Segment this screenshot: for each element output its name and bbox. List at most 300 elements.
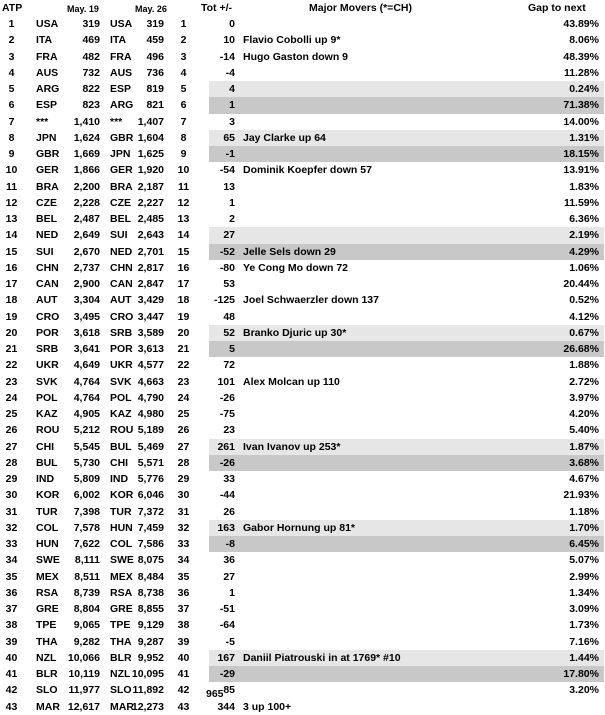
cell-r2: 2 — [180, 34, 187, 47]
cell-rank: 43 — [5, 700, 18, 713]
cell-v2: 319 — [146, 18, 164, 30]
cell-c1: ESP — [36, 99, 58, 112]
cell-rank: 9 — [8, 148, 15, 160]
cell-gap: 5.07% — [569, 554, 599, 567]
cell-v2: 5,189 — [137, 424, 164, 437]
cell-v1: 8,804 — [73, 603, 100, 615]
cell-gap: 5.40% — [569, 424, 599, 437]
cell-r2: 28 — [177, 456, 190, 469]
cell-v2: 821 — [146, 99, 164, 112]
cell-mov: Jelle Sels down 29 — [243, 245, 336, 258]
table-row — [0, 97, 605, 113]
cell-gap: 13.91% — [563, 164, 599, 177]
cell-c2: GBR — [110, 131, 134, 144]
cell-v1: 1,866 — [73, 164, 100, 177]
total-value: 965 — [206, 688, 224, 700]
cell-rank: 4 — [8, 66, 15, 79]
cell-v1: 3,641 — [73, 343, 100, 355]
cell-r2: 10 — [177, 164, 190, 177]
cell-tot: 0 — [229, 18, 235, 30]
cell-c1: NED — [36, 229, 59, 242]
cell-rank: 18 — [5, 294, 18, 307]
cell-v1: 2,900 — [73, 278, 100, 290]
cell-tot: 1 — [229, 99, 235, 112]
cell-v2: 2,847 — [137, 278, 164, 290]
table-row — [0, 617, 605, 633]
cell-v1: 5,212 — [73, 424, 100, 437]
cell-v1: 1,410 — [73, 115, 100, 128]
cell-rank: 26 — [5, 424, 18, 437]
cell-v1: 5,545 — [73, 440, 100, 453]
cell-c1: JPN — [36, 131, 57, 144]
cell-v1: 5,809 — [73, 473, 100, 485]
table-row — [0, 552, 605, 568]
cell-tot: -14 — [219, 50, 235, 63]
cell-r2: 11 — [177, 180, 190, 193]
cell-v1: 10,066 — [67, 651, 100, 664]
cell-v2: 12,273 — [131, 700, 164, 713]
cell-gap: 1.88% — [569, 359, 599, 372]
cell-r2: 39 — [177, 635, 190, 648]
table-row — [0, 244, 605, 260]
cell-gap: 4.20% — [569, 408, 599, 420]
cell-mov: Flavio Cobolli up 9* — [243, 34, 341, 47]
table-row — [0, 162, 605, 178]
cell-v2: 2,485 — [137, 213, 164, 225]
table-row — [0, 357, 605, 373]
cell-tot: 33 — [223, 473, 235, 485]
cell-c1: SLO — [36, 684, 58, 697]
cell-tot: 167 — [217, 651, 235, 664]
cell-v2: 819 — [146, 83, 164, 95]
cell-c2: GER — [110, 164, 133, 177]
table-row — [0, 81, 605, 97]
cell-c1: COL — [36, 521, 59, 534]
cell-v1: 482 — [82, 50, 100, 63]
cell-gap: 11.28% — [563, 66, 599, 79]
cell-v2: 736 — [146, 66, 164, 79]
cell-rank: 17 — [5, 278, 18, 290]
cell-tot: 5 — [229, 343, 235, 355]
cell-rank: 39 — [5, 635, 18, 648]
cell-r2: 18 — [177, 294, 190, 307]
cell-tot: -54 — [219, 164, 235, 177]
cell-r2: 3 — [180, 50, 187, 63]
cell-v2: 4,790 — [137, 391, 164, 404]
cell-v1: 10,119 — [68, 668, 100, 680]
cell-gap: 3.97% — [569, 391, 599, 404]
cell-v2: 5,469 — [137, 440, 164, 453]
cell-gap: 2.72% — [569, 375, 599, 388]
cell-rank: 21 — [5, 343, 18, 355]
cell-v1: 2,737 — [73, 261, 100, 274]
cell-c2: CHI — [110, 456, 129, 469]
cell-v2: 9,952 — [137, 651, 164, 664]
cell-c2: SRB — [110, 326, 133, 339]
cell-tot: -26 — [219, 456, 235, 469]
table-row — [0, 309, 605, 325]
cell-c1: IND — [36, 473, 55, 485]
cell-r2: 16 — [177, 261, 190, 274]
cell-r2: 43 — [177, 700, 190, 713]
cell-c2: AUS — [110, 66, 133, 79]
cell-v1: 822 — [82, 83, 100, 95]
cell-v2: 1,920 — [137, 164, 164, 177]
cell-tot: 85 — [223, 684, 235, 697]
cell-c1: TUR — [36, 505, 58, 518]
cell-c1: TPE — [36, 619, 57, 632]
cell-tot: 26 — [223, 505, 235, 518]
table-row — [0, 536, 605, 552]
cell-c2: MEX — [110, 570, 133, 583]
cell-c1: CHI — [36, 440, 55, 453]
cell-gap: 1.18% — [569, 505, 599, 518]
table-row — [0, 422, 605, 438]
table-row — [0, 439, 605, 455]
table-row — [0, 634, 605, 650]
cell-r2: 30 — [177, 489, 190, 502]
cell-r2: 32 — [177, 521, 190, 534]
cell-c2: CZE — [110, 196, 131, 209]
cell-tot: 48 — [223, 310, 235, 323]
cell-v1: 319 — [82, 18, 100, 30]
cell-r2: 19 — [177, 310, 190, 323]
cell-v1: 4,764 — [73, 375, 100, 388]
cell-c2: CAN — [110, 278, 133, 290]
cell-tot: -75 — [219, 408, 235, 420]
cell-v1: 9,282 — [73, 635, 100, 648]
cell-v1: 6,002 — [73, 489, 100, 502]
cell-v2: 7,459 — [137, 521, 164, 534]
cell-r2: 7 — [180, 115, 187, 128]
cell-c2: TPE — [110, 619, 131, 632]
cell-c1: THA — [36, 635, 58, 648]
cell-gap: 7.16% — [569, 635, 599, 648]
cell-tot: -52 — [219, 245, 235, 258]
cell-rank: 27 — [5, 440, 18, 453]
cell-tot: -51 — [219, 603, 235, 615]
cell-rank: 20 — [5, 326, 18, 339]
cell-rank: 34 — [5, 554, 18, 567]
cell-rank: 41 — [5, 668, 18, 680]
cell-r2: 12 — [177, 196, 190, 209]
cell-rank: 22 — [5, 359, 18, 372]
cell-c2: USA — [110, 18, 133, 30]
cell-v1: 2,670 — [73, 245, 100, 258]
cell-r2: 34 — [177, 554, 190, 567]
cell-c1: BEL — [36, 213, 57, 225]
cell-rank: 5 — [8, 83, 15, 95]
cell-r2: 15 — [177, 245, 190, 258]
cell-mov: Alex Molcan up 110 — [243, 375, 340, 388]
cell-c1: MAR — [36, 700, 60, 713]
table-row — [0, 341, 605, 357]
cell-c1: ROU — [36, 424, 60, 437]
header-gap: Gap to next — [528, 2, 586, 14]
cell-mov: Hugo Gaston down 9 — [243, 50, 348, 63]
table-row — [0, 32, 605, 48]
cell-c2: SVK — [110, 375, 132, 388]
cell-gap: 14.00% — [563, 115, 599, 128]
cell-c2: SLO — [110, 684, 132, 697]
cell-gap: 1.70% — [569, 521, 599, 534]
cell-gap: 11.59% — [563, 196, 599, 209]
cell-c1: BLR — [36, 668, 58, 680]
cell-tot: -44 — [219, 489, 235, 502]
table-row — [0, 650, 605, 666]
cell-v2: 6,046 — [137, 489, 164, 502]
cell-rank: 36 — [5, 586, 18, 599]
cell-gap: 43.89% — [563, 18, 599, 30]
table-row — [0, 292, 605, 308]
table-row — [0, 16, 605, 32]
cell-v1: 3,618 — [73, 326, 100, 339]
cell-mov: 3 up 100+ — [243, 700, 292, 713]
cell-rank: 12 — [5, 196, 18, 209]
cell-rank: 19 — [5, 310, 18, 323]
cell-v2: 1,625 — [137, 148, 164, 160]
cell-gap: 1.73% — [569, 619, 599, 632]
cell-r2: 36 — [177, 586, 190, 599]
cell-tot: -8 — [225, 538, 235, 550]
cell-gap: 17.80% — [563, 668, 599, 680]
cell-tot: 163 — [217, 521, 235, 534]
cell-rank: 28 — [5, 456, 18, 469]
cell-v1: 732 — [82, 66, 100, 79]
cell-v2: 7,586 — [137, 538, 164, 550]
cell-tot: 1 — [229, 196, 235, 209]
cell-c2: IND — [110, 473, 129, 485]
table-row — [0, 276, 605, 292]
cell-gap: 71.38% — [563, 99, 599, 112]
cell-c2: BLR — [110, 651, 132, 664]
cell-tot: -29 — [219, 668, 235, 680]
cell-c2: BRA — [110, 180, 133, 193]
table-row — [0, 195, 605, 211]
cell-rank: 2 — [8, 34, 15, 47]
cell-v2: 10,095 — [131, 668, 164, 680]
cell-tot: 65 — [223, 131, 235, 144]
cell-rank: 15 — [5, 245, 18, 258]
table-row — [0, 325, 605, 341]
cell-v2: 2,817 — [137, 261, 164, 274]
cell-gap: 6.45% — [569, 538, 599, 550]
cell-v1: 8,739 — [73, 586, 100, 599]
cell-c2: ESP — [110, 83, 132, 95]
cell-v2: 4,980 — [137, 408, 164, 420]
cell-tot: 52 — [223, 326, 235, 339]
cell-v1: 3,495 — [73, 310, 100, 323]
cell-tot: 23 — [223, 424, 235, 437]
cell-c2: FRA — [110, 50, 132, 63]
cell-v2: 5,776 — [137, 473, 164, 485]
cell-tot: 53 — [223, 278, 235, 290]
table-row — [0, 49, 605, 65]
cell-c1: MEX — [36, 570, 59, 583]
cell-c2: CRO — [110, 310, 134, 323]
cell-tot: 4 — [229, 83, 235, 95]
cell-c2: KAZ — [110, 408, 132, 420]
cell-rank: 23 — [5, 375, 18, 388]
cell-v2: 11,892 — [132, 684, 164, 697]
cell-c1: ITA — [36, 34, 53, 47]
cell-v1: 4,649 — [73, 359, 100, 372]
cell-rank: 10 — [5, 164, 18, 177]
table-row — [0, 179, 605, 195]
cell-c1: AUS — [36, 66, 59, 79]
cell-v1: 2,228 — [73, 196, 100, 209]
table-row — [0, 569, 605, 585]
table-row — [0, 146, 605, 162]
cell-mov: Dominik Koepfer down 57 — [243, 164, 372, 177]
cell-c1: USA — [36, 18, 59, 30]
cell-tot: 36 — [223, 554, 235, 567]
cell-c1: NZL — [36, 651, 57, 664]
cell-rank: 38 — [5, 619, 18, 632]
cell-c2: BEL — [110, 213, 131, 225]
cell-tot: -1 — [225, 148, 235, 160]
cell-gap: 4.67% — [569, 473, 599, 485]
cell-v1: 2,649 — [73, 229, 100, 242]
cell-rank: 31 — [5, 505, 18, 518]
cell-v2: 1,407 — [137, 115, 164, 128]
cell-c1: ARG — [36, 83, 60, 95]
cell-v1: 823 — [82, 99, 100, 112]
cell-v2: 4,663 — [137, 375, 164, 388]
cell-r2: 14 — [177, 229, 190, 242]
cell-c2: TUR — [110, 505, 132, 518]
cell-v2: 8,075 — [137, 554, 164, 567]
cell-rank: 30 — [5, 489, 18, 502]
cell-gap: 26.68% — [563, 343, 599, 355]
cell-r2: 42 — [177, 684, 190, 697]
cell-v2: 5,571 — [137, 456, 164, 469]
cell-v1: 7,622 — [73, 538, 100, 550]
cell-c1: SRB — [36, 343, 59, 355]
cell-tot: -125 — [213, 294, 235, 307]
cell-c2: THA — [110, 635, 132, 648]
cell-gap: 2.99% — [569, 570, 599, 583]
header-may26: May. 26 — [135, 4, 167, 14]
cell-c2: SUI — [110, 229, 128, 242]
cell-c1: BUL — [36, 456, 58, 469]
cell-r2: 26 — [177, 424, 190, 437]
cell-c1: CAN — [36, 278, 59, 290]
cell-rank: 8 — [8, 131, 15, 144]
cell-r2: 13 — [177, 213, 190, 225]
table-row — [0, 666, 605, 682]
cell-gap: 1.83% — [569, 180, 599, 193]
cell-v2: 459 — [146, 34, 164, 47]
cell-tot: -4 — [225, 66, 235, 79]
cell-mov: Branko Djuric up 30* — [243, 326, 347, 339]
cell-rank: 24 — [5, 391, 18, 404]
cell-r2: 1 — [180, 18, 187, 30]
cell-rank: 13 — [5, 213, 18, 225]
cell-tot: 101 — [217, 375, 235, 388]
header-atp: ATP — [2, 2, 23, 14]
cell-c2: *** — [110, 115, 123, 128]
cell-c2: SWE — [110, 554, 134, 567]
cell-r2: 23 — [177, 375, 190, 388]
cell-v2: 9,129 — [137, 619, 164, 632]
cell-v1: 469 — [82, 34, 100, 47]
cell-c2: NZL — [110, 668, 131, 680]
cell-rank: 3 — [8, 50, 15, 63]
cell-c2: ITA — [110, 34, 127, 47]
cell-gap: 20.44% — [563, 278, 599, 290]
cell-r2: 17 — [177, 278, 190, 290]
cell-c1: KAZ — [36, 408, 58, 420]
cell-v1: 1,669 — [73, 148, 100, 160]
table-row — [0, 211, 605, 227]
cell-c2: POL — [110, 391, 132, 404]
cell-r2: 24 — [177, 391, 190, 404]
cell-gap: 18.15% — [563, 148, 599, 160]
cell-v2: 3,447 — [137, 310, 164, 323]
cell-mov: Daniil Piatrouski in at 1769* #10 — [243, 651, 401, 664]
cell-c2: ARG — [110, 99, 134, 112]
cell-mov: Ivan Ivanov up 253* — [243, 440, 341, 453]
cell-v1: 1,624 — [73, 131, 100, 144]
cell-c1: CRO — [36, 310, 60, 323]
table-row — [0, 374, 605, 390]
cell-c2: GRE — [110, 603, 133, 615]
cell-tot: 72 — [223, 359, 235, 372]
cell-rank: 33 — [5, 538, 18, 550]
cell-v2: 2,187 — [137, 180, 164, 193]
header-tot: Tot +/- — [201, 2, 233, 14]
cell-tot: 3 — [229, 115, 235, 128]
cell-c1: *** — [36, 115, 49, 128]
cell-v1: 7,578 — [73, 521, 100, 534]
cell-c1: AUT — [36, 294, 58, 307]
cell-v1: 4,764 — [73, 391, 100, 404]
cell-c1: GBR — [36, 148, 60, 160]
cell-r2: 6 — [180, 99, 187, 112]
cell-c1: CHN — [36, 261, 59, 274]
cell-r2: 37 — [177, 603, 190, 615]
cell-r2: 9 — [180, 148, 187, 160]
table-row — [0, 114, 605, 130]
header-movers: Major Movers (*=CH) — [309, 2, 412, 14]
cell-v1: 12,617 — [67, 700, 100, 713]
cell-r2: 33 — [177, 538, 190, 550]
cell-rank: 32 — [5, 521, 18, 534]
cell-v2: 2,643 — [137, 229, 164, 242]
cell-tot: -5 — [225, 635, 235, 648]
cell-tot: 261 — [217, 440, 235, 453]
cell-r2: 8 — [180, 131, 187, 144]
cell-c1: RSA — [36, 586, 59, 599]
cell-tot: 27 — [223, 229, 235, 242]
cell-r2: 41 — [177, 668, 190, 680]
cell-c2: POR — [110, 343, 133, 355]
table-row — [0, 699, 605, 715]
cell-rank: 11 — [5, 180, 18, 193]
cell-rank: 37 — [5, 603, 18, 615]
cell-r2: 38 — [177, 619, 190, 632]
header-may19: May. 19 — [67, 4, 99, 14]
cell-mov: Ye Cong Mo down 72 — [243, 261, 349, 274]
cell-gap: 1.31% — [569, 131, 599, 144]
cell-c1: POR — [36, 326, 59, 339]
cell-gap: 3.09% — [569, 603, 599, 615]
cell-gap: 21.93% — [563, 489, 599, 502]
cell-c2: BUL — [110, 440, 132, 453]
cell-c2: ROU — [110, 424, 134, 437]
cell-gap: 1.06% — [569, 261, 599, 274]
